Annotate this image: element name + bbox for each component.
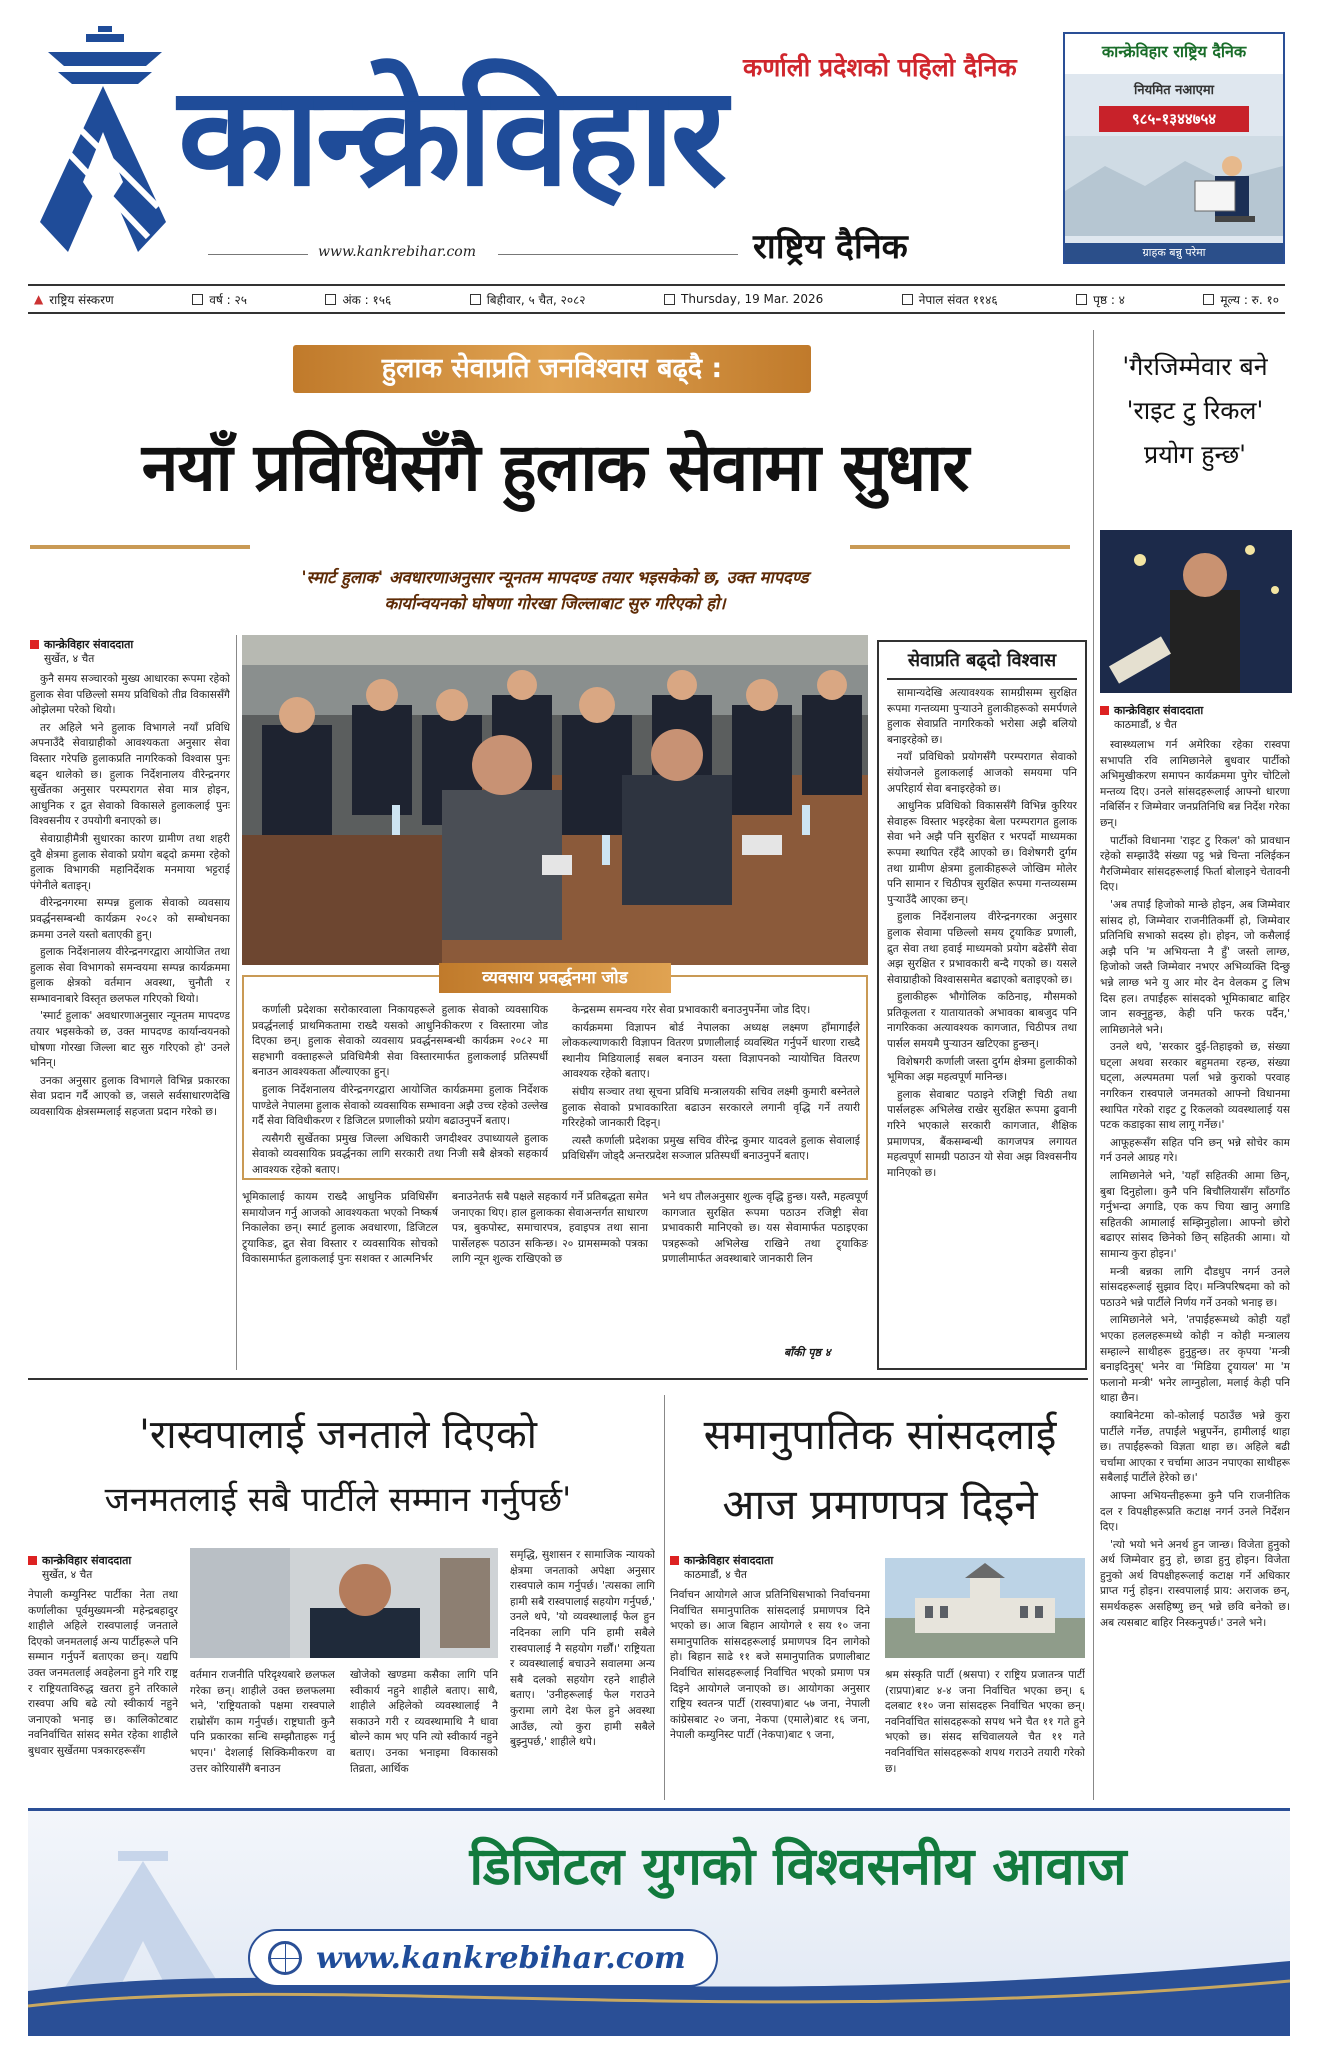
lead-col1-text bbox=[30, 672, 230, 1370]
flag-icon: ▲ bbox=[34, 292, 44, 306]
lead-col1-paragraph: 'स्मार्ट हुलाक' अवधारणाअनुसार न्यूनतम मापदण्ड तयार भइसकेको छ, उक्त मापदण्ड कार्यान्वयनको घोषणा गोरखा जिल्ला बाट सुरु गरिएको हो' उनले भनिन्। bbox=[30, 1010, 230, 1070]
right-story-dateline: काठमाडौं, ४ चैत bbox=[1114, 719, 1177, 731]
right-story-photo bbox=[1100, 530, 1292, 693]
story2-col1: नेपाली कम्युनिस्ट पार्टीका नेता तथा कर्णालीका पूर्वमुख्यमन्त्री महेन्द्रबहादुर शाहीले अहिले रास्वपालाई जनताले दिएको जनमतलाई अन्य पार्टीहरूले पनि सम्मान गर्नुपर्ने बताएका छन्। यद्यपि उक्त जनमतलाई अवहेलना हुने गरि राष्ट्र र राष्ट्रियताविरुद्ध खतरा हुने तरिकाले रास्वपा अघि बढे त्यो स्वीकार्य नहुने जनाएको भनाइ छ। कालिकोटबाट नवनिर्वाचित सांसद समेत रहेका शाहीले बुधवार सुर्खेतमा पत्रकारहरूसँग bbox=[28, 1589, 178, 1757]
right-story-paragraph: स्वास्थ्यलाभ गर्न अमेरिका रहेका रास्वपा सभापति रवि लामिछानेले बुधवार पार्टीको अभिमुखीकरण समापन कार्यक्रममा पुगेर चोटिलो मन्तव्य दिए। उनले सांसदहरूलाई आफ्नो धारणा नबिर्सिन र जिम्मेवार जनप्रतिनिधि बन्न निर्देश गरेका छन्। bbox=[1100, 739, 1290, 829]
inset-col2-paragraph: कार्यक्रममा विज्ञापन बोर्ड नेपालका अध्यक्ष लक्ष्मण हाँमागाईंले लोककल्याणकारी विज्ञापन वितरण प्रणालीलाई व्यवस्थित गर्नुपर्ने धारणा राख्दै स्थानीय मिडियालाई सबल बनाउन यस्ता विज्ञापनको न्यायोचित वितरण आवश्यक रहेको बताए। bbox=[562, 1021, 860, 1081]
right-story-paragraph: मन्त्री बन्नका लागि दौडधुप नगर्न उनले सांसदहरूलाई सुझाव दिए। मन्त्रिपरिषदमा को को पठाउने भन्ने पार्टीले निर्णय गर्ने उनको भनाइ छ। bbox=[1100, 1265, 1290, 1309]
lead-dateline: सुर्खेत, ४ चैत bbox=[44, 653, 95, 665]
lead-bottom-col3: भने थप तौलअनुसार शुल्क वृद्धि हुन्छ। यस्तै, महत्वपूर्ण कागजात सुरक्षित रूपमा पठाउन रजिष्ट्री सेवा प्रभावकारी मानिएको छ। यस सेवामार्फत पठाइएका पत्रहरूको अभिलेख राखिने तथा ट्र्याकिङ प्रणालीमार्फत अवस्थाबारे जानकारी लिन bbox=[662, 1191, 868, 1266]
inset-col1-paragraph: कर्णाली प्रदेशका सरोकारवाला निकायहरूले हुलाक सेवाको व्यवसायिक प्रवर्द्धनलाई प्राथमिकतामा राख्दै यसको आधुनिकीकरण र विस्तारमा जोड दिएका छन्। हुलाक सेवाको व्यवसाय प्रवर्द्धनसम्बन्धी कार्यक्रम २०८२ मा सहभागी वक्ताहरूले प्रविधिमैत्री सेवा विस्तारमार्फत हुलाकलाई प्रतिस्पर्धी बनाउन आवश्यकता औंल्याएका हुन्। bbox=[252, 1004, 548, 1079]
right-story-text bbox=[1100, 738, 1290, 1800]
right-story-headline: 'गैरजिम्मेवार बने 'राइट टु रिकल' प्रयोग हुन्छ' bbox=[1122, 352, 1268, 469]
inset-col2-paragraph: केन्द्रसम्म समन्वय गरेर सेवा प्रभावकारी बनाउनुपर्नेमा जोड दिए। bbox=[572, 1004, 811, 1016]
right-story-paragraph: उनले थपे, 'सरकार दुई-तिहाइको छ, संख्या घट्ला अथवा सरकार बहुमतमा रहन्छ, संख्या घट्ला, अल्पमतमा पर्ला भन्ने कुराको परवाह नगरिकन रास्वपाले जनमतको आफ्नो विधानमा स्थापित गरेको राइट टु रिकलको व्यवस्थालाई यस पटक कडाइका साथ लागू गर्नेछ।' bbox=[1100, 1041, 1290, 1132]
lead-col1-paragraph: उनका अनुसार हुलाक विभागले विभिन्न प्रकारका सेवा प्रदान गर्दै आएको छ, जसले सर्वसाधारणदेखि व्यवसायिक क्षेत्रसम्मलाई सहजता प्रदान गरेको छ। bbox=[30, 1074, 230, 1119]
inset-col2-paragraph: संघीय सञ्चार तथा सूचना प्रविधि मन्त्रालयकी सचिव लक्ष्मी कुमारी बस्नेतले हुलाक सेवाको प्रभावकारिता बढाउन सरकारले लगानी वृद्धि गर्ने तयारी गरिरहेको जानकारी दिइन्। bbox=[562, 1085, 860, 1130]
story3-col2: श्रम संस्कृति पार्टी (श्रसपा) र राष्ट्रिय प्रजातन्त्र पार्टी (राप्रपा)बाट ४-४ जना निर्वाचित भएका छन्। ६ दलबाट ११० जना सांसदहरू निर्वाचित भएका छन्। नवनिर्वाचित सांसदहरूको सपथ भने चैत ११ गते हुने भएको छ। संसद सचिवालयले चैत ११ गते नवनिर्वाचित सांसदहरूको शपथ गराउने तयारी गरेको छ। bbox=[885, 1669, 1085, 1775]
right-story-paragraph: पार्टीको विधानमा 'राइट टु रिकल' को प्रावधान रहेको सम्झाउँदै संख्या पट्ठ भन्ने चिन्ता नलिईकन गैरजिम्मेवार सांसदहरूलाई फिर्ता बोलाइने चेतावनी दिए। bbox=[1100, 834, 1290, 894]
story3-dateline: काठमाडौं, ४ चैत bbox=[684, 1569, 747, 1581]
story2-col2: वर्तमान राजनीति परिदृश्यबारे छलफल गरेका छन्। शाहीले उक्त छलफलमा भने, 'राष्ट्रियताको पक्षमा रास्वपाले राम्रोसँग काम गर्नुपर्छ। राष्ट्रघाती कुनै पनि प्रकारका सन्धि सम्झौताहरू गर्नु भएन।' देशलाई सिक्किमीकरण वा उत्तर कोरियासँगै बनाउन bbox=[190, 1669, 335, 1775]
lead-kicker: हुलाक सेवाप्रति जनविश्वास बढ्दै : bbox=[293, 345, 811, 393]
story2-byline: कान्क्रेविहार संवाददाता सुर्खेत, ४ चैत bbox=[28, 1553, 178, 1582]
right-story-paragraph: क्याबिनेटमा को-कोलाई पठाउँछ भन्ने कुरा पार्टीले गर्नेछ, तपाईंले भन्नुपर्नेन, हामीलाई थाहा छ। तपाईंहरूको विज्ञता थाहा छ। अहिले बढी चर्चामा आएका र चर्चामा आउन नपाएका साथीहरू सबैलाई पार्टीले हेरेको छ।' bbox=[1100, 1409, 1290, 1485]
right-story-byline: कान्क्रेविहार संवाददाता काठमाडौं, ४ चैत bbox=[1100, 703, 1290, 732]
edition-label: ▲ राष्ट्रिय संस्करण bbox=[34, 292, 114, 307]
lead-col1-paragraph: कुनै समय सञ्चारको मुख्य आधारका रूपमा रहेको हुलाक सेवा पछिल्लो समय प्रविधिको तीव्र विकाससँगै ओझेलमा परेको थियो। bbox=[30, 673, 230, 717]
lead-bottom-col2: बनाउनेतर्फ सबै पक्षले सहकार्य गर्ने प्रतिबद्धता समेत जनाएका थिए। हाल हुलाकका सेवाअन्तर्गत साधारण पत्र, बुकपोस्ट, समाचारपत्र, हवाइपत्र तथा साना पार्सेलहरू पठाउन सकिन्छ। २० ग्रामसम्मको पत्रका लागि न्यून शुल्क राखिएको छ bbox=[452, 1191, 648, 1266]
lead-col1-paragraph: हुलाक निर्देशनालय वीरेन्द्रनगरद्वारा आयोजित तथा हुलाक सेवा विभागको समन्वयमा सम्पन्न कार्यक्रममा हुलाक क्षेत्रको वर्तमान अवस्था, चुनौती र सम्भावनाबारे विस्तृत छलफल गरिएको थियो। bbox=[30, 946, 230, 1005]
price-label: मूल्य : रु. १० bbox=[1203, 291, 1279, 308]
lead-col1-paragraph: सेवाग्राहीमैत्री सुधारका कारण ग्रामीण तथा शहरी दुवै क्षेत्रमा हुलाक सेवाको प्रयोग बढ्दो क्रममा रहेको हुलाक विभागकी महानिर्देशक मनमाया भट्टराई पंगेनीले बताइन्। bbox=[30, 832, 230, 892]
byline-marker-icon bbox=[1100, 706, 1109, 715]
ad-footer: ग्राहक बन्नु परेमा bbox=[1065, 243, 1283, 262]
story3-byline: कान्क्रेविहार संवाददाता काठमाडौं, ४ चैत bbox=[670, 1553, 870, 1582]
side-box-paragraph: आधुनिक प्रविधिको विकाससँगै विभिन्न कुरियर सेवाहरू विस्तार भइरहेका बेला परम्परागत हुलाक सेवा भने अझै पनि सुरक्षित र भरपर्दो माध्यमका रूपमा स्थापित रहँदै आएको छ। विशेषगरी दुर्गम तथा ग्रामीण क्षेत्रमा हुलाकीहरूले जोखिम मोलेर पनि सामान र चिठीपत्र सुरक्षित रूपमा गन्तव्यसम्म पुऱ्याउँदै आएका छन्। bbox=[887, 800, 1077, 906]
story2-headline-line1: 'रास्वपालाई जनताले दिएको bbox=[138, 1412, 538, 1458]
inset-col2-paragraph: त्यस्तै कर्णाली प्रदेशका प्रमुख सचिव वीरेन्द्र कुमार यादवले हुलाक सेवालाई प्रविधिसँग जोड्दै अन्तरप्रदेश सञ्जाल प्रतिस्पर्धी बनाउनुपर्ने बताए। bbox=[562, 1134, 860, 1163]
right-story-paragraph: 'त्यो भयो भने अनर्थ हुन जान्छ। विजेता हुनुको अर्थ जिम्मेवार हुनु हो, छाडा हुनु होइन। विजेता हुनुको अर्थ विपक्षीहरूलाई कटाक्ष गर्ने अधिकार प्राप्त गर्नु होइन। रास्वपालाई प्राय: अराजक छन्, समर्थकहरू असहिष्णु छन् भन्ने छवि बनेको छ। अब त्यसबाट बाहिर निस्कनुपर्छ।' उनले भने। bbox=[1100, 1538, 1290, 1629]
byline-marker-icon bbox=[670, 1556, 679, 1565]
right-story-paragraph: आफ्ना अभियन्तीहरूमा कुनै पनि राजनीतिक दल र विपक्षीहरूप्रति कटाक्ष नगर्न उनले निर्देशन दिए। bbox=[1100, 1489, 1290, 1534]
bottom-banner bbox=[28, 1808, 1290, 2036]
story2-dateline: सुर्खेत, ४ चैत bbox=[42, 1569, 93, 1581]
masthead-subtitle: राष्ट्रिय दैनिक bbox=[753, 227, 908, 267]
lead-bottom-col1: भूमिकालाई कायम राख्दै आधुनिक प्रविधिसँग समायोजन गर्नु आजको आवश्यकता भएको निष्कर्ष निकालेका छन्। स्मार्ट हुलाक अवधारणा, डिजिटल ट्र्याकिङ, द्रुत सेवा विस्तार र व्यवसायिक सोचको विकासमार्फत हुलाकलाई पुनः सशक्त र आत्मनिर्भर bbox=[242, 1191, 438, 1266]
continued-label[interactable]: बाँकी पृष्ठ ४ bbox=[784, 1346, 831, 1359]
lead-headline: नयाँ प्रविधिसँगै हुलाक सेवामा सुधार bbox=[141, 429, 969, 506]
side-box-paragraph: विशेषगरी कर्णाली जस्ता दुर्गम क्षेत्रमा हुलाकीको भूमिका अझ महत्वपूर्ण मानिन्छ। bbox=[887, 1055, 1077, 1084]
nepal-samvat: नेपाल संवत ११४६ bbox=[902, 291, 998, 308]
story3-headline-line1: समानुपातिक सांसदलाई bbox=[703, 1410, 1057, 1459]
inset-box bbox=[242, 968, 868, 1180]
story2-photo-portrait bbox=[190, 1548, 498, 1658]
inset-col1-paragraph: हुलाक निर्देशनालय वीरेन्द्रनगरद्वारा आयोजित कार्यक्रममा हुलाक निर्देशक पाण्डेले नेपालमा हुलाक सेवाको व्यवसायिक सम्भावना अझै उच्च रहेको उल्लेख गर्दै सेवा विविधीकरण र डिजिटल प्रणालीको प्रयोग बढाउनुपर्ने बताए। bbox=[252, 1083, 548, 1128]
side-box-text bbox=[887, 686, 1077, 1351]
side-box-paragraph: हुलाक सेवाबाट पठाइने रजिष्ट्री चिठी तथा पार्सलहरू अभिलेख राखेर सुरक्षित रूपमा ढुवानी गरिने भएकाले सरकारी कागजात, शैक्षिक प्रमाणपत्र, बैंकसम्बन्धी कागजपत्र लगायत महत्वपूर्ण सामग्री पठाउन यो सेवा अझ विश्वसनीय मानिएको छ। bbox=[887, 1088, 1077, 1179]
masthead bbox=[28, 22, 1038, 277]
masthead-tagline: कर्णाली प्रदेशको पहिलो दैनिक bbox=[743, 53, 1017, 82]
lead-summary: 'स्मार्ट हुलाक' अवधारणाअनुसार न्यूनतम मापदण्ड तयार भइसकेको छ, उक्त मापदण्ड कार्यान्वयनको घोषणा गोरखा जिल्लाबाट सुरु गरिएको हो। bbox=[301, 568, 809, 613]
story2-col3: खोजेको खण्डमा कसैका लागि पनि स्वीकार्य नहुने शाहीले बताए। साथै, शाहीले अहिलेको व्यवस्थालाई नै सकाउने गरी र व्यवस्थामाथि नै धावा बोल्ने काम भए पनि त्यो स्वीकार्य नहुने बताए। उनका भनाइमा विकासको तिव्रता, आर्थिक bbox=[350, 1669, 498, 1775]
issue-label: अंक : १५६ bbox=[325, 291, 391, 308]
side-box bbox=[877, 640, 1087, 1370]
english-date: Thursday, 19 Mar. 2026 bbox=[664, 292, 823, 306]
inset-col2-text bbox=[562, 1003, 860, 1175]
right-story-paragraph: 'अब तपाईं हिजोको मान्छे होइन, अब जिम्मेवार सांसद हो, जिम्मेवार राजनीतिकर्मी हो, जिम्मेवार प्रतिनिधि सभाको सदस्य हो। होइन, जो कसैलाई अझै पनि 'म अभियन्ता नै हुँ' जस्तो लाग्छ, हिजोको जस्तै जिम्मेवार नभएर अभिव्यक्ति दिन्छु भन्ने लाग्छ भने यु आर मोर देन वेलकम टु लिभ दिस हल। तपाईंहरू सांसदको भूमिकाबाट बाहिर जान सक्नुहुन्छ, केही पनि फरक पर्दैन,' लामिछानेले भने। bbox=[1100, 898, 1290, 1036]
year-label: वर्ष : २५ bbox=[192, 291, 247, 308]
byline-marker-icon bbox=[28, 1556, 37, 1565]
temple-logo-icon bbox=[28, 22, 178, 254]
masthead-title: कान्क्रेविहार bbox=[178, 56, 723, 217]
story2-col4: समृद्धि, सुशासन र सामाजिक न्यायको क्षेत्रमा जनताको अपेक्षा अनुसार रास्वपाले काम गर्नुपर्छ। 'त्यसका लागि हामी सबै रास्वपालाई सहयोग गर्नुपर्छ,' उनले थपे, 'यो व्यवस्थालाई फेल हुन नदिनका लागि पनि हामी सबैले रास्वपालाई नै सहयोग गर्छौं।' राष्ट्रियता र व्यवस्थालाई बचाउने सवालमा अन्य सबै दलको सहयोग रहने शाहीले बताए। 'उनीहरूलाई फेल गराउने कुरामा लागे देश फेल हुने अवस्था आउँछ, त्यो कुरा हामी सबैले बुझ्नुपर्छ,' शाहीले थपे। bbox=[510, 1549, 655, 1749]
story3-col1: निर्वाचन आयोगले आज प्रतिनिधिसभाको निर्वाचनमा निर्वाचित समानुपातिक सांसदलाई प्रमाणपत्र दिने भएको छ। आज बिहान आयोगले १ सय १० जना समानुपातिक सांसदहरूलाई प्रमाणपत्र दिन लागेको हो। बिहान साढे ११ बजे समानुपातिक प्रणालीबाट निर्वाचित सांसदहरूलाई निर्वाचित भएको प्रमाण पत्र दिइने आयोगले जनाएको छ। आयोगका अनुसार राष्ट्रिय स्वतन्त्र पार्टी (रास्वपा)बाट ५७ जना, नेपाली कांग्रेसबाट २० जना, नेकपा (एमाले)बाट १६ जना, नेपाली कम्युनिस्ट पार्टी (नेकपा)बाट ९ जना, bbox=[670, 1589, 870, 1742]
ad-line: नियमित नआएमा bbox=[1133, 83, 1215, 98]
banner-url-pill[interactable] bbox=[248, 1929, 718, 1987]
inset-title: व्यवसाय प्रवर्द्धनमा जोड bbox=[439, 963, 671, 993]
lead-col1-paragraph: वीरेन्द्रनगरमा सम्पन्न हुलाक सेवाको व्यवसाय प्रवर्द्धनसम्बन्धी कार्यक्रम २०८२ को सम्बोधनका क्रममा उनले यस्तो बताएकी हुन्। bbox=[30, 897, 230, 941]
story2-headline-line2: जनमतलाई सबै पार्टीले सम्मान गर्नुपर्छ' bbox=[104, 1480, 572, 1520]
ad-phone: ९८५-१३४४७५४ bbox=[1099, 106, 1249, 132]
side-box-paragraph: हुलाकीहरू भौगोलिक कठिनाइ, मौसमको प्रतिकूलता र यातायातको अभावका बाबजुद पनि नागरिकका अत्यावश्यक कागजात, चिठीपत्र तथा पार्सल समयमै पुऱ्याउन खटिएका हुन्छन्। bbox=[887, 991, 1077, 1051]
side-box-title: सेवाप्रति बढ्दो विश्वास bbox=[887, 648, 1077, 680]
newspaper-reader-illustration-icon bbox=[1065, 136, 1283, 236]
right-story-paragraph: लामिछानेले भने, 'यहाँ सहितकी आमा छिन्, बुबा दिनुहोला। कुनै पनि बिचौलियासँग साँठगाँठ गर्नुभन्दा अगाडि, एक कप चिया खानु अगाडि सहितकी आमालाई सम्झिनुहोला। आफ्नो छोरो बढाएर सांसद छिनेको छिन् सहितकी आमा। यो सामान्य कुरा होइन।' bbox=[1100, 1170, 1290, 1260]
story3-photo-building bbox=[885, 1558, 1085, 1658]
globe-icon bbox=[268, 1941, 302, 1975]
side-box-paragraph: नयाँ प्रविधिको प्रयोगसँगै परम्परागत सेवाको संयोजनले हुलाकलाई आजको समयमा पनि अपरिहार्य सेवा बनाइरहेको छ। bbox=[887, 751, 1077, 795]
story3-headline-line2: आज प्रमाणपत्र दिइने bbox=[722, 1480, 1038, 1529]
right-story-paragraph: लामिछानेले भने, 'तपाईंहरूमध्ये कोही यहाँ भएका हललहरूमध्ये कोही न कोही मन्त्रालय सम्हाल्ने साथीहरू हुनुहुन्छ। तर कृपया 'मन्त्री बनाइदिनुस्' भनेर वा 'मिडिया ट्र्यायल' मा 'म फलानो मन्त्री' भनेर लाग्नुहोला, मलाई केही पनि थाहा छैन। bbox=[1100, 1314, 1290, 1405]
banner-url[interactable]: www.kankrebihar.com bbox=[316, 1940, 686, 1976]
lead-photo-meeting bbox=[242, 635, 868, 965]
inset-col1-paragraph: त्यसैगरी सुर्खेतका प्रमुख जिल्ला अधिकारी जगदीश्वर उपाध्यायले हुलाक सेवाको व्यवसायिक प्रवर्द्धनका लागि सरकारी तथा निजी सबै क्षेत्रको सहकार्य आवश्यक रहेको बताए। bbox=[252, 1132, 548, 1175]
side-box-paragraph: सामान्यदेखि अत्यावश्यक सामग्रीसम्म सुरक्षित रूपमा गन्तव्यमा पुऱ्याउने हुलाकीहरूको समर्पणले हुलाक सेवाप्रति नागरिकको भरोसा अझै बलियो बनाइरहेको छ। bbox=[887, 687, 1077, 746]
nepali-date: बिहीवार, ५ चैत, २०८२ bbox=[470, 291, 586, 308]
page-count: पृष्ठ : ४ bbox=[1076, 291, 1125, 308]
masthead-website[interactable]: www.kankrebihar.com bbox=[318, 244, 476, 260]
lead-byline: कान्क्रेविहार संवाददाता सुर्खेत, ४ चैत bbox=[30, 637, 230, 666]
right-story-paragraph: आफूहरूसँग सहित पनि छन् भन्ने सोचेर काम गर्न उनले आग्रह गरे। bbox=[1100, 1136, 1290, 1165]
info-bar bbox=[28, 284, 1285, 314]
side-box-paragraph: हुलाक निर्देशनालय वीरेन्द्रनगरका अनुसार हुलाक सेवामा पछिल्लो समय ट्र्याकिङ प्रणाली, द्रुत सेवा तथा हवाई माध्यमको प्रयोग बढेसँगै सेवा अझ सुरक्षित र प्रभावकारी बन्दै गएको छ। यसले सेवाग्राहीको विश्वाससमेत बढाएको बताइएको छ। bbox=[887, 911, 1077, 986]
inset-col1-text bbox=[252, 1003, 548, 1175]
ad-title: कान्क्रेविहार राष्ट्रिय दैनिक bbox=[1065, 34, 1283, 74]
byline-marker-icon bbox=[30, 640, 39, 649]
lead-col1-paragraph: तर अहिले भने हुलाक विभागले नयाँ प्रविधि अपनाउँदै सेवाग्राहीको आवश्यकता अनुसार सेवा विस्तार गरेपछि हुलाकप्रति नागरिकको विश्वास पुनः बढ्न थालेको छ। हुलाक निर्देशनालय वीरेन्द्रनगर सुर्खेतका अनुसार परम्परागत सेवा मात्र होइन, आधुनिक र द्रुत सेवाको विकासले हुलाकलाई पुनः विश्वसनीय र उपयोगी बनाएको छ। bbox=[30, 721, 230, 828]
subscription-ad[interactable] bbox=[1063, 32, 1285, 264]
banner-headline: डिजिटल युगको विश्वसनीय आवाज bbox=[469, 1837, 1127, 1897]
